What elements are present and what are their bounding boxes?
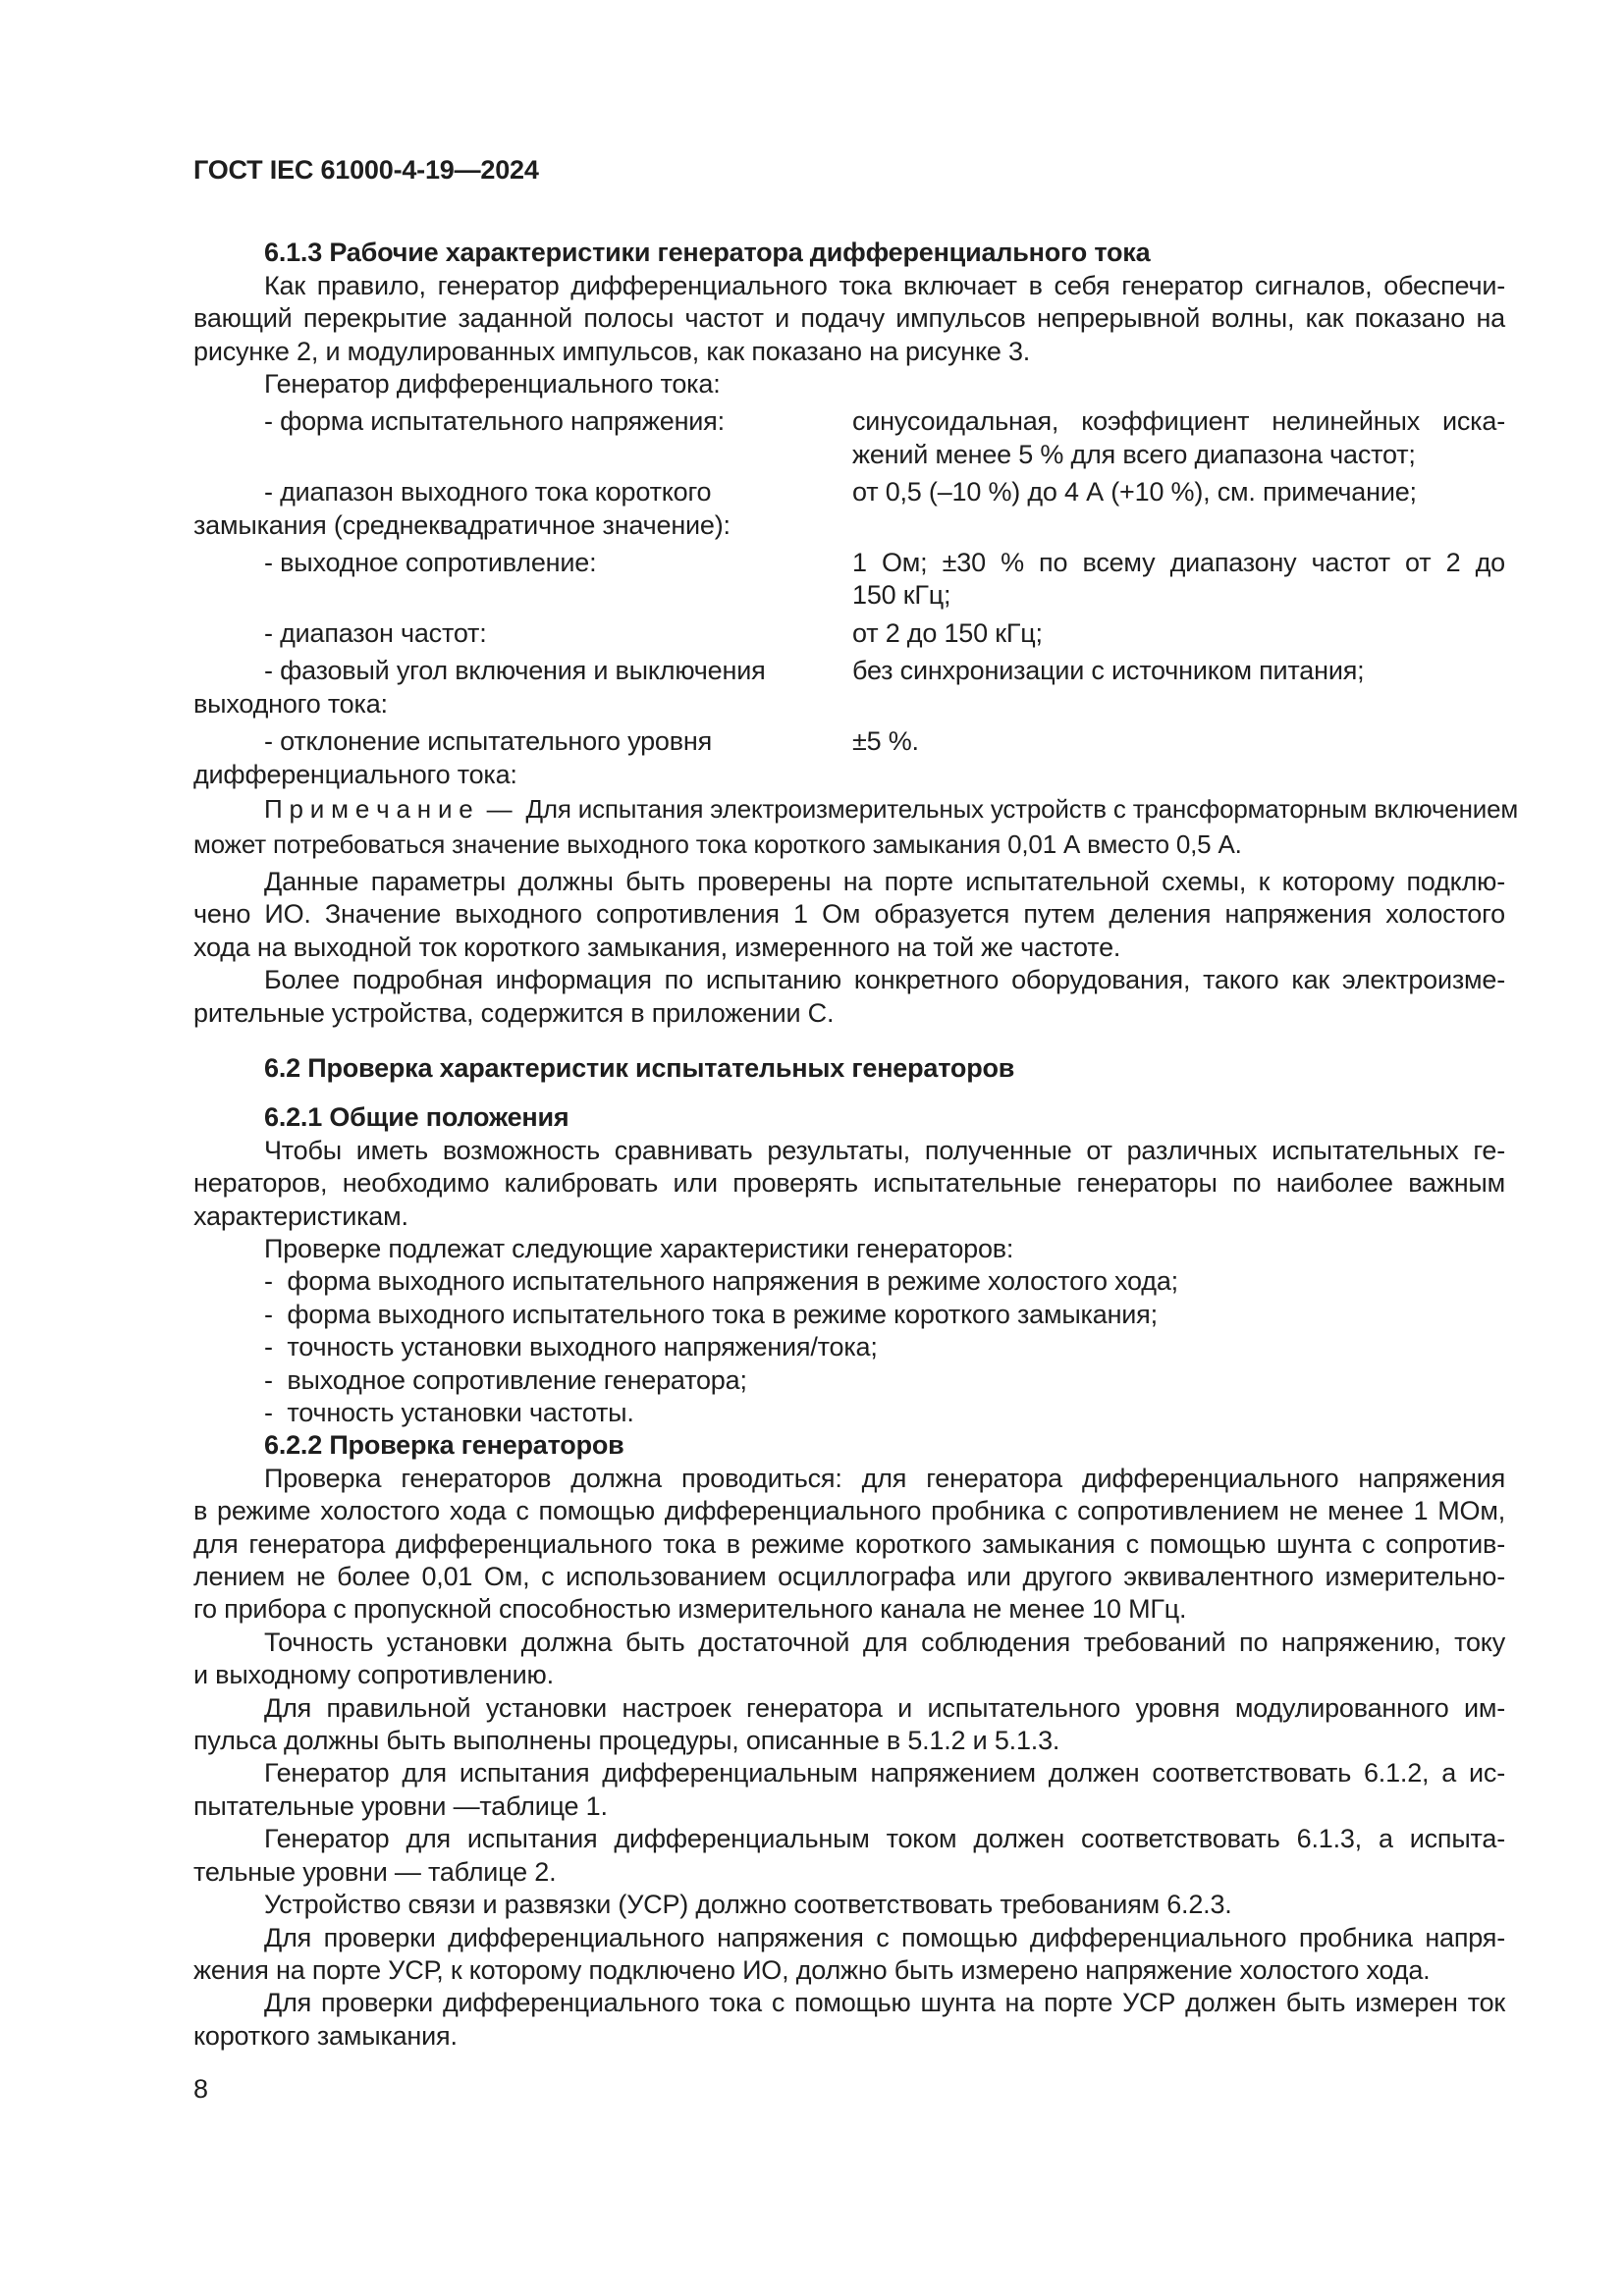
spec-value: без синхронизации с источником питания; bbox=[852, 656, 1365, 686]
spec-row bbox=[193, 655, 1505, 721]
list-item: - точность установки выходного напряжения/тока; bbox=[264, 1332, 878, 1362]
spec-list bbox=[193, 405, 1505, 790]
list-item: - выходное сопротивление генератора; bbox=[264, 1364, 747, 1395]
paragraph-list-lead: Проверке подлежат следующие характеристики генераторов: bbox=[264, 1233, 1014, 1263]
section-613-heading: 6.1.3 Рабочие характеристики генератора дифференциального тока bbox=[264, 238, 1151, 268]
spec-value: синусоидальная, коэффициент нелинейных иска- жений менее 5 % для всего диапазона частот; bbox=[852, 406, 1505, 469]
paragraph-621-intro: Чтобы иметь возможность сравнивать результаты, полученные от различных испытательных ге- нераторов, необходимо калибровать или проверять испытательные генераторы по наиболее важным характеристикам. bbox=[193, 1135, 1505, 1231]
list-item: - точность установки частоты. bbox=[264, 1398, 634, 1427]
spec-row bbox=[193, 547, 1505, 613]
list-item: - форма выходного испытательного напряжения в режиме холостого хода; bbox=[264, 1266, 1178, 1297]
spec-label: - выходное сопротивление: bbox=[264, 548, 597, 578]
spec-row bbox=[193, 405, 1505, 471]
paragraph-622-5: Генератор для испытания дифференциальным током должен соответствовать 6.1.3, а испыта- тельные уровни — таблице 2. bbox=[193, 1824, 1505, 1887]
paragraph-622-6: Устройство связи и развязки (УСР) должно соответствовать требованиям 6.2.3. bbox=[264, 1890, 1232, 1920]
spec-row bbox=[193, 476, 1505, 542]
spec-value: от 0,5 (–10 %) до 4 А (+10 %), см. примечание; bbox=[852, 477, 1417, 507]
spec-label: - отклонение испытательного уровня дифференциального тока: bbox=[193, 726, 713, 789]
spec-value: от 2 до 150 кГц; bbox=[852, 617, 1043, 648]
note-block: П р и м е ч а н и е — Для испытания электроизмерительных устройств с трансформаторным включением может потребоваться значение выходного тока короткого замыкания 0,01 А вместо 0,5 А. bbox=[193, 793, 1519, 859]
generator-current-label: Генератор дифференциального тока: bbox=[264, 369, 721, 400]
spec-value: ±5 %. bbox=[852, 726, 919, 757]
section-622-heading: 6.2.2 Проверка генераторов bbox=[264, 1430, 624, 1461]
spec-value: 1 Ом; ±30 % по всему диапазону частот от 2 до 150 кГц; bbox=[852, 548, 1505, 611]
spec-label: - диапазон частот: bbox=[264, 617, 487, 648]
spec-label: - фазовый угол включения и выключения выходного тока: bbox=[193, 656, 766, 719]
paragraph-verify: Данные параметры должны быть проверены на порте испытательной схемы, к которому подклю- чено ИО. Значение выходного сопротивления 1 Ом образуется путем деления напряжения холостого хода на выходной ток короткого замыкания, измеренного на той же частоте. bbox=[193, 866, 1505, 962]
section-621-heading: 6.2.1 Общие положения bbox=[264, 1102, 569, 1133]
list-item: - форма выходного испытательного тока в режиме короткого замыкания; bbox=[264, 1299, 1158, 1329]
paragraph-622-3: Для правильной установки настроек генератора и испытательного уровня модулированного им- пульса должны быть выполнены процедуры, описанные в 5.1.2 и 5.1.3. bbox=[193, 1692, 1505, 1756]
paragraph-613-intro: Как правило, генератор дифференциального тока включает в себя генератор сигналов, обеспечи- вающий перекрытие заданной полосы частот и подачу импульсов непрерывной волны, как показано на рисунке 2, и модулированных импульсов, как показано на рисунке 3. bbox=[193, 270, 1505, 366]
paragraph-622-2: Точность установки должна быть достаточной для соблюдения требований по напряжению, току и выходному сопротивлению. bbox=[193, 1627, 1505, 1690]
spec-row bbox=[193, 617, 1505, 650]
paragraph-622-4: Генератор для испытания дифференциальным напряжением должен соответствовать 6.1.2, а ис- пытательные уровни —таблице 1. bbox=[193, 1758, 1505, 1821]
spec-label: - диапазон выходного тока короткого замыкания (среднеквадратичное значение): bbox=[193, 477, 731, 540]
page-number: 8 bbox=[193, 2074, 208, 2104]
page-content bbox=[193, 154, 1519, 2053]
paragraph-622-7: Для проверки дифференциального напряжения с помощью дифференциального пробника напря- жения на порте УСР, к которому подключено ИО, должно быть измерено напряжение холостого хода. bbox=[193, 1922, 1505, 1985]
section-62-heading: 6.2 Проверка характеристик испытательных генераторов bbox=[264, 1052, 1015, 1083]
paragraph-622-8: Для проверки дифференциального тока с помощью шунта на порте УСР должен быть измерен ток короткого замыкания. bbox=[193, 1988, 1505, 2051]
spec-row bbox=[193, 725, 1505, 791]
spec-label: - форма испытательного напряжения: bbox=[264, 406, 725, 437]
paragraph-622-1: Проверка генераторов должна проводиться: для генератора дифференциального напряжения в режиме холостого хода с помощью дифференциального пробника с сопротивлением не менее 1 МОм, для генератора дифференциального тока в режиме короткого замыкания с помощью шунта с сопротив- лением не более 0,01 Ом, с использованием осциллографа или другого эквивалентного измерительно- го прибора с пропускной способностью измерительного канала не менее 10 МГц. bbox=[193, 1463, 1505, 1625]
document-header: ГОСТ IEC 61000-4-19—2024 bbox=[193, 155, 539, 185]
paragraph-more-info: Более подробная информация по испытанию конкретного оборудования, такого как электроизме- рительные устройства, содержится в приложении С. bbox=[193, 965, 1505, 1028]
